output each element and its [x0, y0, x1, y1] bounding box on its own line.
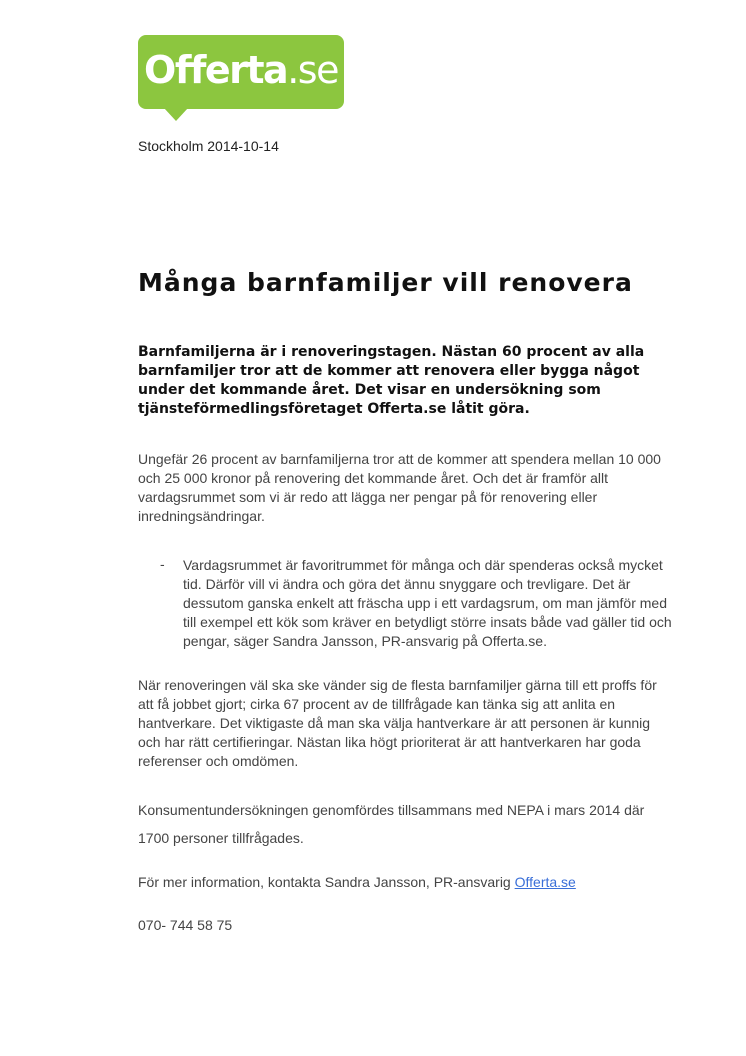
survey-line-2: 1700 personer tillfrågades.	[138, 830, 304, 846]
contact-line	[138, 873, 673, 892]
offerta-link[interactable]: Offerta.se	[514, 874, 576, 890]
logo-wordmark	[138, 35, 344, 109]
logo-speech-bubble-tail	[164, 108, 188, 121]
contact-text: För mer information, kontakta Sandra Jansson, PR-ansvarig	[138, 874, 515, 890]
survey-line-1: Konsumentundersökningen genomfördes tillsammans med NEPA i mars 2014 där	[138, 802, 645, 818]
page-title: Många barnfamiljer vill renovera	[138, 268, 633, 297]
body-paragraph-2: När renoveringen väl ska ske vänder sig de flesta barnfamiljer gärna till ett proffs för att få jobbet gjort; cirka 67 procent av de tillfrågade kan tänka sig att anlita en hantverkare. Det viktigaste då man ska välja hantverkare är att personen är kunnig och har rätt certifieringar. Nästan lika högt prioriterat är att hantverkaren har goda referenser och omdömen.	[138, 677, 657, 769]
logo-brand: Offerta	[144, 48, 288, 92]
quote-text: Vardagsrummet är favoritrummet för många och där spenderas också mycket tid. Därför vill vi ändra och göra det ännu snyggare och trevligare. Det är dessutom ganska enkelt att fräscha upp i ett vardagsrum, om man jämför med till exempel ett kök som kräver en betydligt större insats både vad gäller tid och pengar, säger Sandra Jansson, PR-ansvarig på Offerta.se.	[183, 557, 672, 649]
lead-paragraph: Barnfamiljerna är i renoveringstagen. Nästan 60 procent av alla barnfamiljer tror att de kommer att renovera eller bygga något under det kommande året. Det visar en undersökning som tjänsteförmedlingsföretaget Offerta.se låtit göra.	[138, 344, 645, 417]
phone-number: 070- 744 58 75	[138, 917, 233, 933]
body-paragraph-1: Ungefär 26 procent av barnfamiljerna tror att de kommer att spendera mellan 10 000 och 25 000 kronor på renovering det kommande året. Och det är framför allt vardagsrummet som vi är redo att lägga ner pengar på för renovering eller inredningsändringar.	[138, 451, 661, 524]
logo-suffix: .se	[287, 48, 338, 92]
dateline: Stockholm 2014-10-14	[138, 138, 279, 154]
offerta-logo	[138, 35, 344, 121]
bullet-dash: -	[160, 556, 165, 572]
